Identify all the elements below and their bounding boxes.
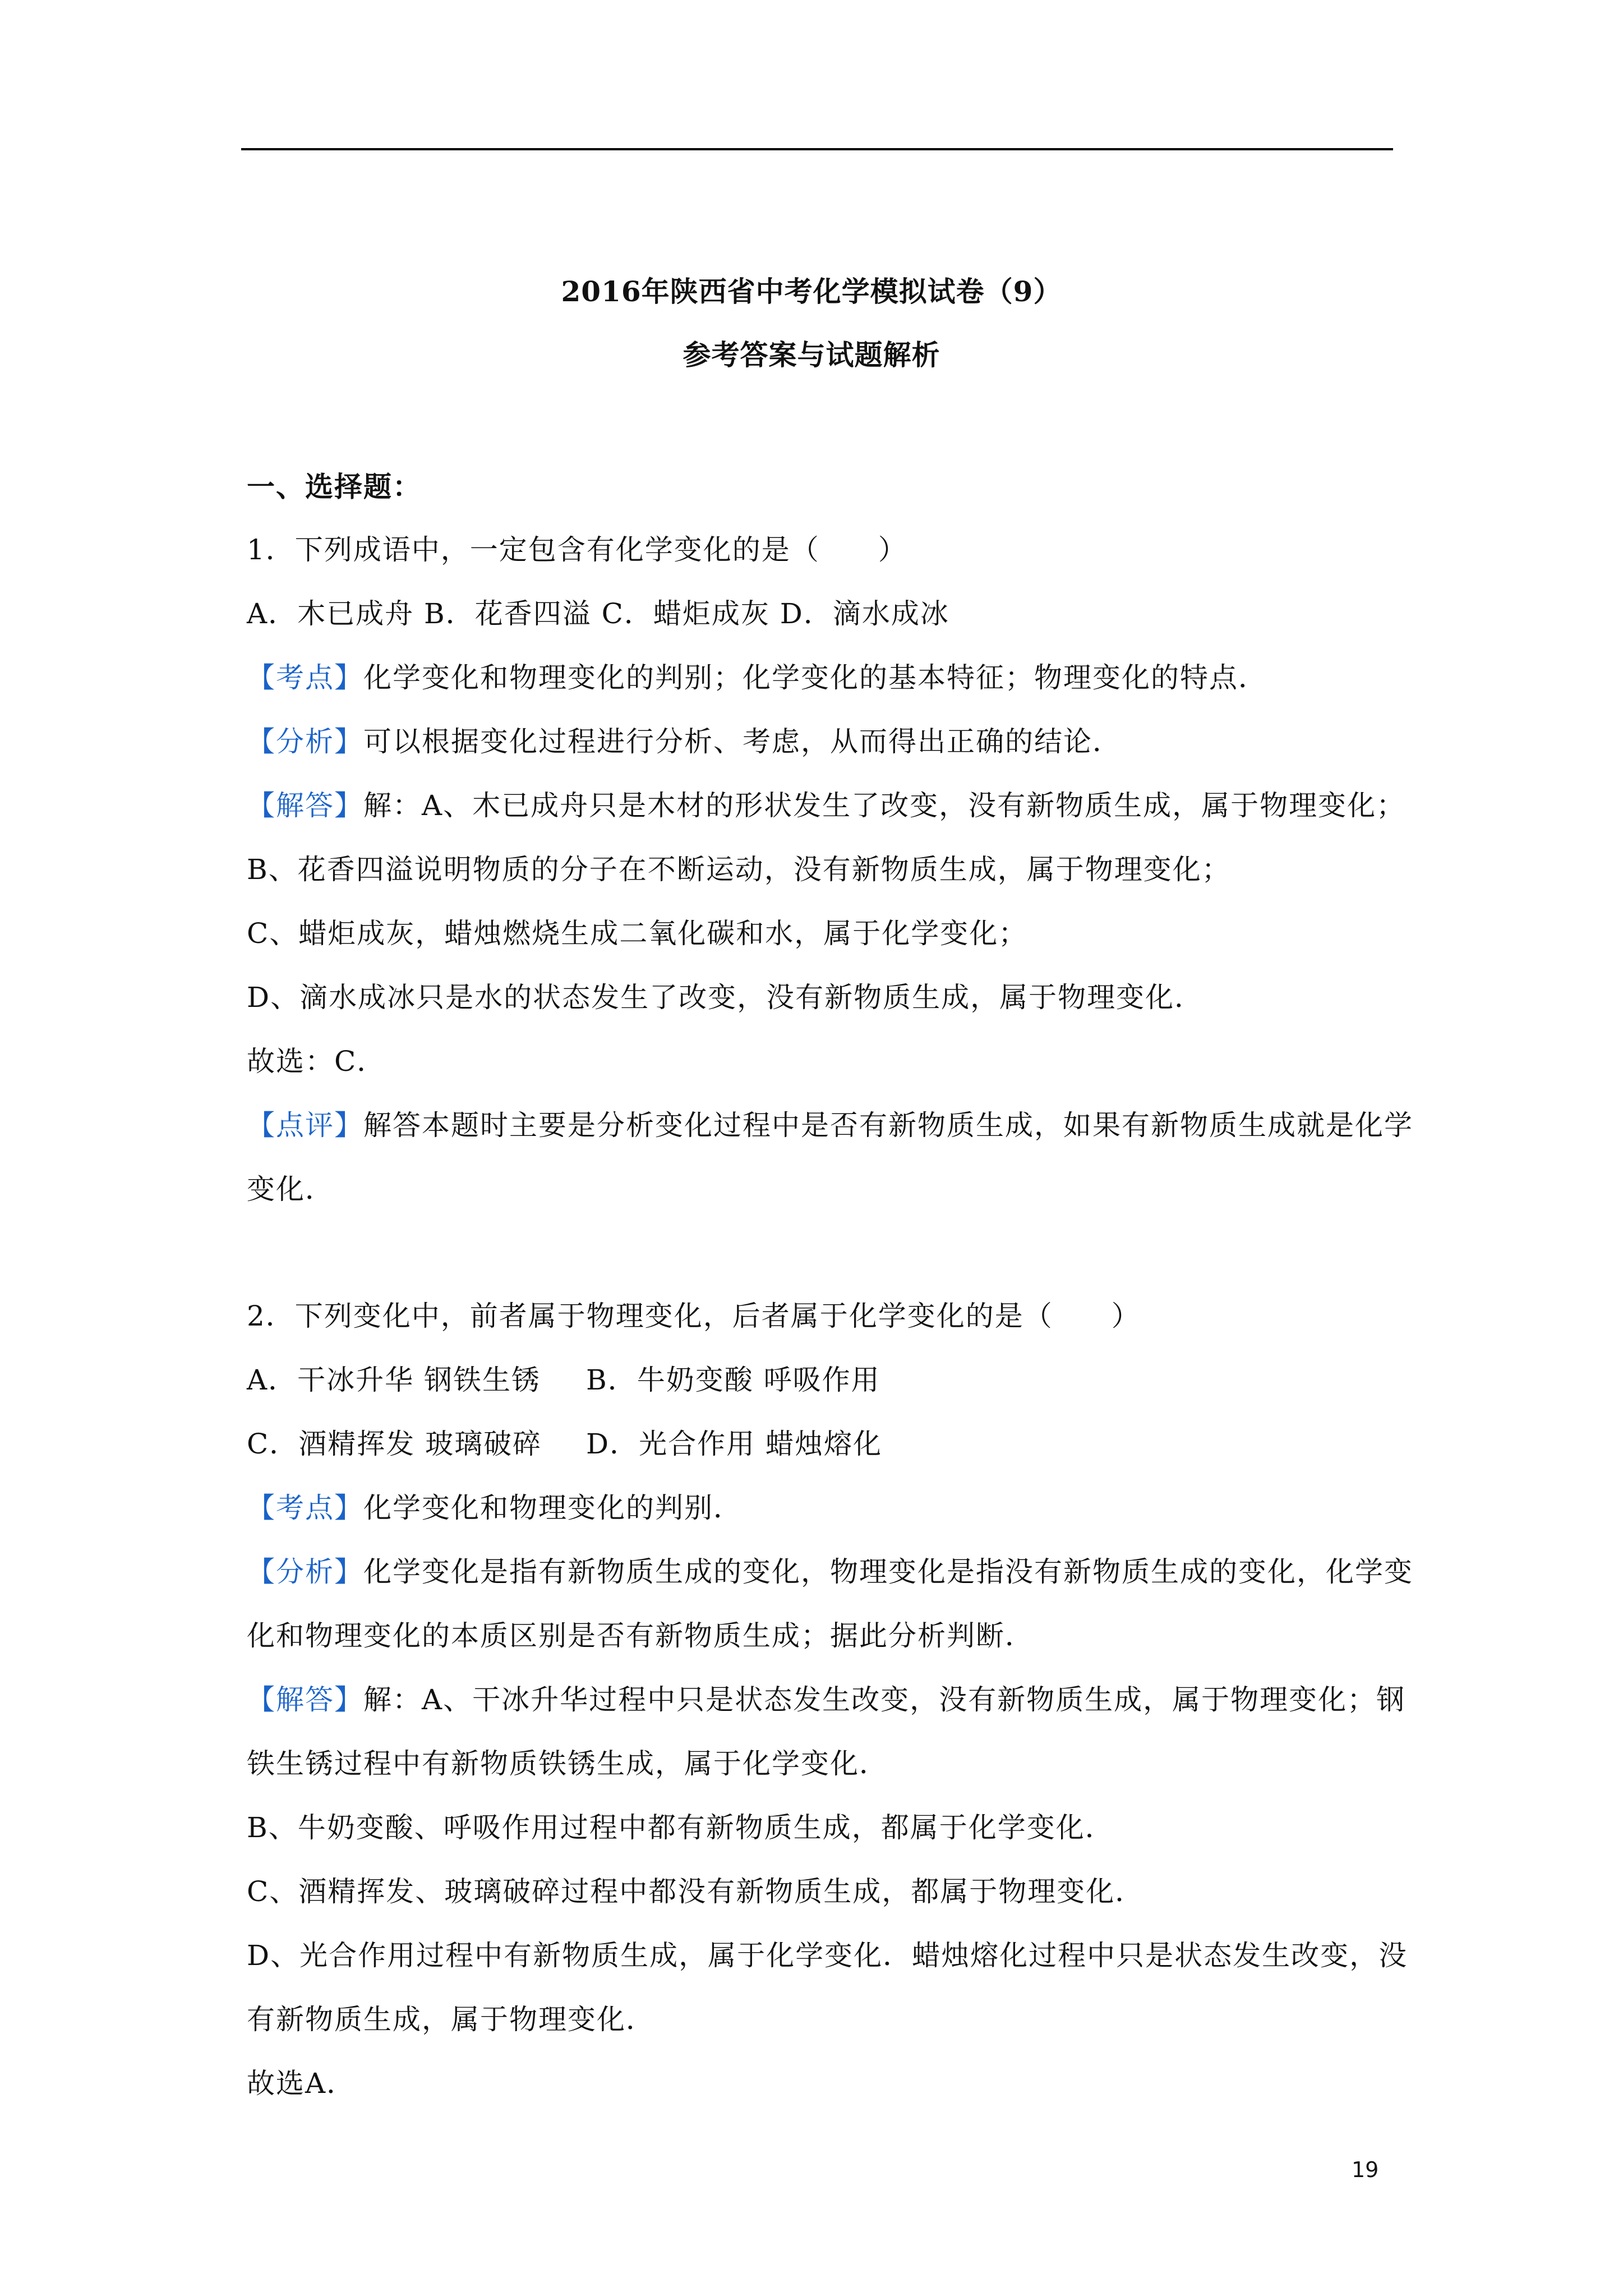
q2-fenxi-line	[247, 1555, 1413, 1589]
q2-jieda-text-6: 有新物质生成，属于物理变化．	[247, 2003, 655, 2036]
q1-stem: 1．下列成语中，一定包含有化学变化的是（ ）	[247, 533, 907, 566]
jieda-tag: 【解答】	[247, 1683, 363, 1716]
q2-jieda-text-4: C、酒精挥发、玻璃破碎过程中都没有新物质生成，都属于物理变化．	[247, 1875, 1145, 1908]
q1-kaodian-line	[247, 661, 1267, 694]
header-rule	[241, 148, 1393, 150]
q1-jieda-text-1: 解：A、木已成舟只是木材的形状发生了改变，没有新物质生成，属于物理变化；	[363, 789, 1406, 822]
q2-option-b: B．牛奶变酸 呼吸作用	[586, 1364, 880, 1396]
q2-option-d: D．光合作用 蜡烛熔化	[586, 1428, 882, 1460]
q2-options-row-2	[247, 1427, 882, 1461]
q2-options-row-1	[247, 1363, 880, 1397]
page-number: 19	[1352, 2157, 1379, 2182]
jieda-tag: 【解答】	[247, 789, 363, 822]
kaodian-tag: 【考点】	[247, 661, 363, 694]
q2-kaodian-text: 化学变化和物理变化的判别．	[363, 1492, 743, 1524]
q2-stem: 2．下列变化中，前者属于物理变化，后者属于化学变化的是（ ）	[247, 1300, 1141, 1332]
q2-jieda-line	[247, 1683, 1405, 1717]
q1-jieda-text-3: C、蜡炬成灰，蜡烛燃烧生成二氧化碳和水，属于化学变化；	[247, 917, 1028, 950]
q1-fenxi-text: 可以根据变化过程进行分析、考虑，从而得出正确的结论．	[363, 725, 1122, 758]
q2-kaodian-line	[247, 1491, 743, 1525]
dianping-tag: 【点评】	[247, 1109, 363, 1142]
fenxi-tag: 【分析】	[247, 1556, 363, 1588]
kaodian-tag: 【考点】	[247, 1492, 363, 1524]
q2-answer: 故选A．	[247, 2067, 356, 2100]
q1-dianping-text-2: 变化．	[247, 1173, 334, 1205]
q1-jieda-text-2: B、花香四溢说明物质的分子在不断运动，没有新物质生成，属于物理变化；	[247, 853, 1231, 886]
q2-fenxi-text-2: 化和物理变化的本质区别是否有新物质生成；据此分析判断．	[247, 1619, 1034, 1652]
q1-kaodian-text: 化学变化和物理变化的判别；化学变化的基本特征；物理变化的特点．	[363, 661, 1267, 694]
q1-fenxi-line	[247, 725, 1122, 758]
fenxi-tag: 【分析】	[247, 725, 363, 758]
q1-answer: 故选：C．	[247, 1045, 386, 1078]
q2-option-c: C．酒精挥发 玻璃破碎	[247, 1428, 542, 1460]
q1-jieda-line	[247, 789, 1405, 822]
q2-jieda-text-5: D、光合作用过程中有新物质生成，属于化学变化．蜡烛熔化过程中只是状态发生改变，没	[247, 1939, 1408, 1972]
q2-jieda-text-1: 解：A、干冰升华过程中只是状态发生改变，没有新物质生成，属于物理变化；钢	[363, 1683, 1406, 1716]
q1-dianping-line	[247, 1108, 1413, 1142]
q2-jieda-text-2: 铁生锈过程中有新物质铁锈生成，属于化学变化．	[247, 1747, 888, 1780]
q1-options: A．木已成舟 B．花香四溢 C．蜡炬成灰 D．滴水成冰	[247, 597, 949, 630]
q1-jieda-text-4: D、滴水成冰只是水的状态发生了改变，没有新物质生成，属于物理变化．	[247, 981, 1204, 1014]
q1-dianping-text-1: 解答本题时主要是分析变化过程中是否有新物质生成，如果有新物质生成就是化学	[363, 1109, 1413, 1142]
q2-jieda-text-3: B、牛奶变酸、呼吸作用过程中都有新物质生成，都属于化学变化．	[247, 1811, 1114, 1844]
section-heading: 一、选择题：	[247, 470, 422, 503]
page-subtitle: 参考答案与试题解析	[683, 338, 940, 371]
q2-fenxi-text-1: 化学变化是指有新物质生成的变化，物理变化是指没有新物质生成的变化，化学变	[363, 1556, 1413, 1588]
page-title: 2016年陕西省中考化学模拟试卷（9）	[561, 275, 1062, 308]
q2-option-a: A．干冰升华 钢铁生锈	[247, 1364, 541, 1396]
